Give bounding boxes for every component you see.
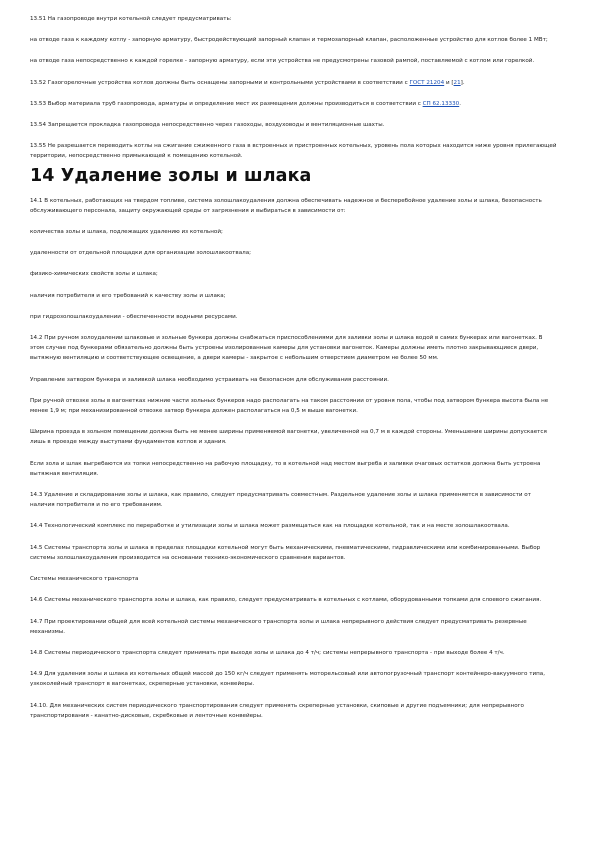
paragraph-14-18: 14.9 Для удаления золы и шлака из котельных общей массой до 150 кг/ч следует применять моторельсовый или автопогрузочный транспорт контейнеро-вакуумного типа, узкоколейный транспорт в вагонетках, скреперные установки, конвейеры. <box>30 671 545 688</box>
paragraph-14-19: 14.10. Для механических систем периодического транспортирования следует применять скреперные установки, скиповые и другие подъемники; для непрерывного транспортирования - канатно-дисковые, скребковые и ленточные конвейеры. <box>30 702 524 719</box>
paragraph-13-53-text: 13.53 Выбор материала труб газопровода, арматуры и определение мест их размещения должны производиться в соответствии с <box>30 100 423 107</box>
paragraph-13-51: 13.51 На газопроводе внутри котельной следует предусматривать: <box>30 16 232 22</box>
paragraph-14-10: Если зола и шлак выгребаются из топки непосредственно на рабочую площадку, то в котельной над местом выгреба и заливки очаговых остатков должна быть устроена вытяжная вентиляция. <box>30 460 541 477</box>
paragraph-14-9: Ширина проезда в зольном помещении должна быть не менее ширины применяемой вагонетки, увеличенной на 0,7 м в каждой стороны. Уменьшение ширины допускается лишь в проезде между выступами фундаментов котлов и здания. <box>30 429 547 446</box>
paragraph-13-53 <box>30 99 557 109</box>
paragraph-14-14: Системы механического транспорта <box>30 576 139 583</box>
section-heading: 14 Удаление золы и шлака <box>30 165 312 186</box>
paragraph-14-2: удаленности от отдельной площадки для организации золошлакоотвала; <box>30 250 252 257</box>
section-14-body <box>30 196 557 721</box>
link-ref-21[interactable]: 21 <box>453 79 461 86</box>
paragraph-14-0: 14.1 В котельных, работающих на твердом топливе, система золошлакоудаления должна обеспечивать надежное и бесперебойное удаление золы и шлака, безопасность обслуживающего персонала, защиту окружающей среды от загрязнения и выбираться в зависимости от: <box>30 197 542 214</box>
paragraph-14-15: 14.6 Системы механического транспорта золы и шлака, как правило, следует предусматривать в котельных с котлами, оборудованными топками для слоевого сжигания. <box>30 597 542 604</box>
paragraph-14-5: при гидрозолошлакоудалении - обеспеченности водными ресурсами. <box>30 313 238 320</box>
paragraph-13-51-item-1: на отводе газа к каждому котлу - запорную арматуру, быстродействующий запорный клапан и термозапорный клапан, расположенные устройство для котлов более 1 МВт; <box>30 37 548 44</box>
paragraph-14-3: физико-химических свойств золы и шлака; <box>30 271 158 278</box>
paragraph-13-55: 13.55 Не разрешается переводить котлы на сжигание сжиженного газа в встроенных и пристроенных котельных, уровень пола которых находится ниже уровня прилегающей территории, непосредственно примыкающей к помещению котельной. <box>30 143 557 160</box>
paragraph-14-1: количества золы и шлака, подлежащих удалению из котельной; <box>30 229 223 236</box>
link-gost-21204[interactable]: ГОСТ 21204 <box>409 79 445 86</box>
paragraph-14-4: наличия потребителя и его требований к качеству золы и шлака; <box>30 292 226 299</box>
paragraph-14-13: 14.5 Системы транспорта золы и шлака в пределах площадки котельной могут быть механическими, пневматическими, гидравлическими или комбинированными. Выбор системы золошлакоудаления производится на основании технико-экономического сравнения вариантов. <box>30 544 541 561</box>
paragraph-14-12: 14.4 Технологический комплекс по переработке и утилизации золы и шлака может размещаться как на площадке котельной, так и на месте золошлакоотвала. <box>30 523 510 530</box>
paragraph-13-54: 13.54 Запрещается прокладка газопровода непосредственно через газоходы, воздуховоды и вентиляционные шахты. <box>30 122 385 129</box>
paragraph-13-52-text: 13.52 Газогорелочные устройства котлов должны быть оснащены запорными и контрольными устройствами в соответствии с <box>30 79 410 86</box>
paragraph-13-53-end: . <box>459 100 461 107</box>
paragraph-14-6: 14.2 При ручном золоудалении шлаковые и зольные бункера должны снабжаться приспособлениями для заливки золы и шлака водой в самих бункерах или вагонетках. В этом случае под бункерами обязательно должны быть устроены изолированные камеры для установки вагонеток. Камеры должны иметь плотно закрывающиеся двери, вытяжную вентиляцию и соответствующее освещение, а двери камеры - закрытое с небольшим отверстием диаметром не более 50 мм. <box>30 335 543 362</box>
link-sp-62-13330[interactable]: СП 62.13330 <box>422 100 460 107</box>
paragraph-14-8: При ручной отвозке золы в вагонетках нижние части зольных бункеров надо располагать на таком расстоянии от уровня пола, чтобы под затвором бункера высота была не менее 1,9 м; при механизированной отвозке затвор бункера должен располагаться на 0,5 м выше вагонетки. <box>30 397 549 415</box>
paragraph-14-11: 14.3 Удаление и складирование золы и шлака, как правило, следует предусматривать совместным. Раздельное удаление золы и шлака применяется в зависимости от наличия потребителя и по его требованиям. <box>30 492 531 509</box>
paragraph-14-7: Управление затвором бункера и заливкой шлака необходимо устраивать на безопасном для обслуживания расстоянии. <box>30 376 389 383</box>
paragraph-13-52-end: ]. <box>460 79 465 86</box>
paragraph-13-52 <box>30 78 557 88</box>
paragraph-14-17: 14.8 Системы периодического транспорта следует принимать при выходе золы и шлака до 4 т/ч; системы непрерывного транспорта - при выходе более 4 т/ч. <box>30 649 505 656</box>
paragraph-13-52-mid: и [ <box>444 79 454 86</box>
paragraph-13-51-item-2: на отводе газа непосредственно к каждой горелке - запорную арматуру, если эти устройства не предусмотрены газовой рампой, поставляемой с котлом или горелкой. <box>30 58 535 65</box>
paragraph-14-16: 14.7 При проектировании общей для всей котельной системы механического транспорта золы и шлака непрерывного действия следует предусматривать резервные механизмы. <box>30 618 527 635</box>
